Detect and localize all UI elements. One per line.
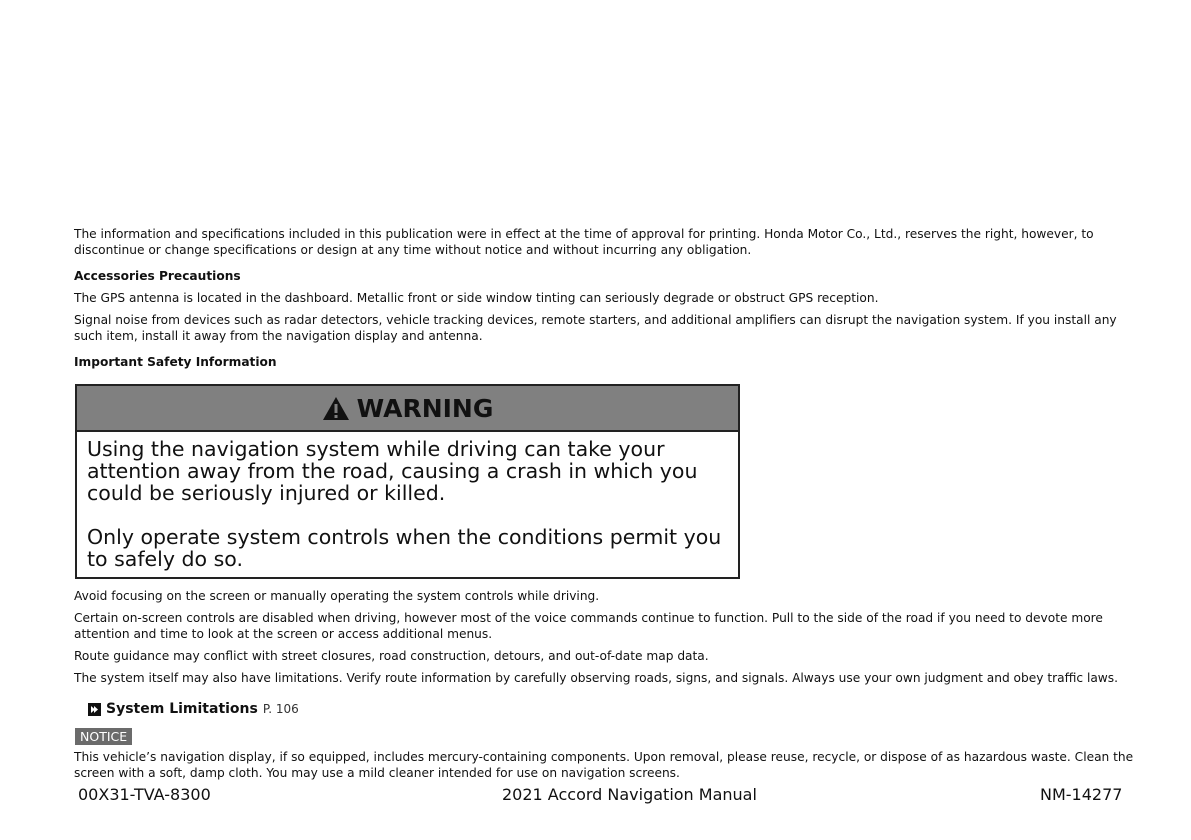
notice-label: NOTICE [75, 728, 132, 745]
warning-header [77, 386, 738, 432]
cross-reference-arrow-icon [88, 703, 101, 716]
warning-triangle-icon [322, 396, 350, 421]
warning-paragraph-controls: Only operate system controls when the conditions permit you to safely do so. [87, 525, 722, 571]
xref-page: P. 106 [262, 702, 299, 716]
footer-manual-title: 2021 Accord Navigation Manual [502, 785, 757, 804]
xref-title: System Limitations [106, 701, 258, 717]
intro-paragraph: The information and specifications included in this publication were in effect at the time of approval for printing. Honda Motor Co., Ltd., reserves the right, however, to discontinue or change specifications or design at any time without notice and without incurring any obligation. [74, 227, 1094, 257]
safety-heading: Important Safety Information [74, 355, 277, 369]
accessories-paragraph-gps: The GPS antenna is located in the dashboard. Metallic front or side window tinting can seriously degrade or obstruct GPS reception. [74, 291, 879, 305]
body-paragraph-controls: Certain on-screen controls are disabled when driving, however most of the voice commands continue to function. Pull to the side of the road if you need to devote more attention and time to look at the screen or access additional menus. [74, 611, 1103, 641]
accessories-paragraph-noise: Signal noise from devices such as radar detectors, vehicle tracking devices, remote starters, and additional amplifiers can disrupt the navigation system. If you install any such item, install it away from the navigation display and antenna. [74, 313, 1117, 343]
system-limitations-link[interactable] [88, 701, 299, 717]
warning-title: WARNING [356, 393, 494, 423]
accessories-heading: Accessories Precautions [74, 269, 241, 283]
warning-box [75, 384, 740, 579]
footer-page-code: NM-14277 [1040, 785, 1123, 804]
body-paragraph-route: Route guidance may conflict with street closures, road construction, detours, and out-of-date map data. [74, 649, 709, 663]
notice-paragraph: This vehicle’s navigation display, if so equipped, includes mercury-containing components. Upon removal, please reuse, recycle, or dispose of as hazardous waste. Clean the screen with a soft, damp cloth. You may use a mild cleaner intended for use on navigation screens. [74, 750, 1134, 780]
body-paragraph-focus: Avoid focusing on the screen or manually operating the system controls while driving. [74, 589, 600, 603]
footer-doc-code: 00X31-TVA-8300 [78, 785, 211, 804]
warning-paragraph-crash: Using the navigation system while driving can take your attention away from the road, causing a crash in which you could be seriously injured or killed. [87, 437, 698, 505]
body-paragraph-limitations: The system itself may also have limitations. Verify route information by carefully observing roads, signs, and signals. Always use your own judgment and obey traffic laws. [74, 671, 1118, 685]
warning-body [77, 432, 738, 570]
